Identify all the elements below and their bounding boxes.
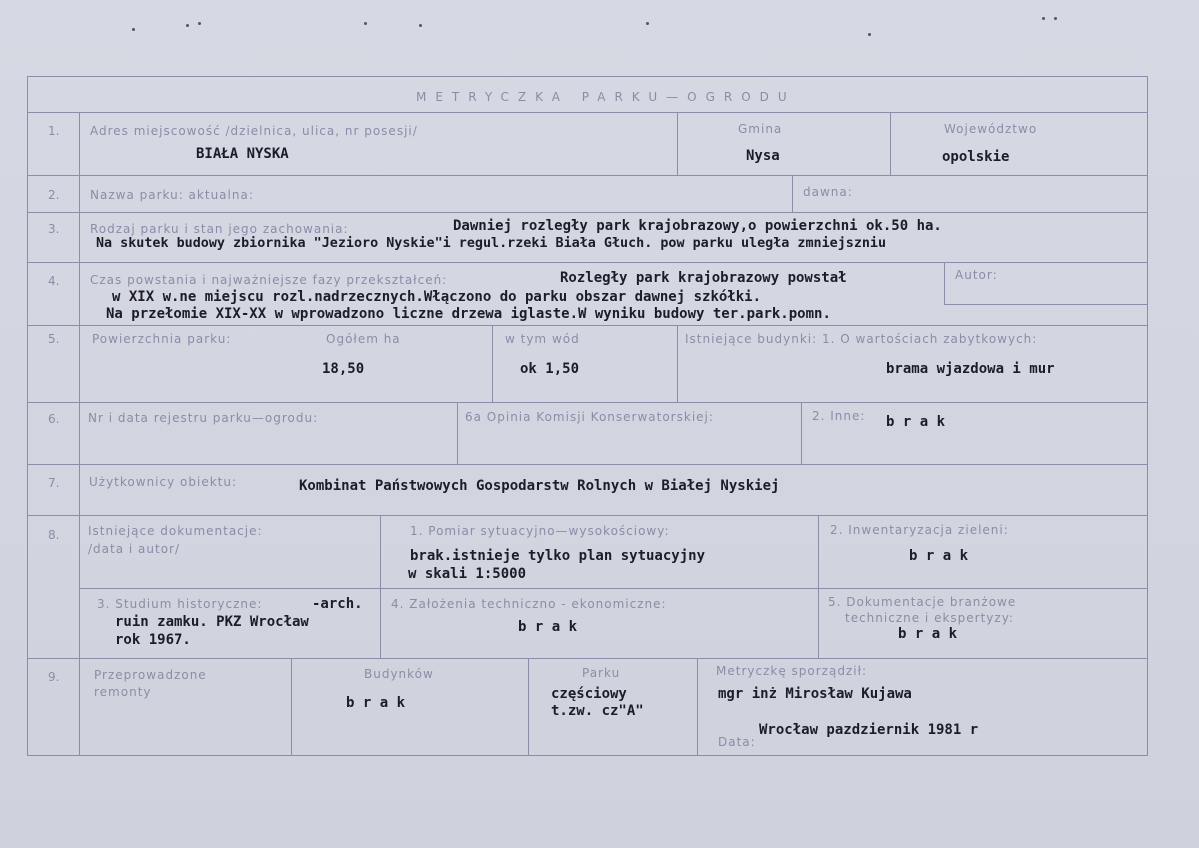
grid-line <box>27 402 1148 403</box>
speck <box>186 24 189 27</box>
row-number: 6. <box>48 412 60 426</box>
speck <box>868 33 871 36</box>
gmina-value: Nysa <box>746 148 780 164</box>
grid-line <box>528 658 529 755</box>
technical-assumptions-value: b r a k <box>518 619 578 635</box>
park-type-label: Rodzaj parku i stan jego zachowania: <box>90 222 349 236</box>
grid-line <box>27 76 1148 77</box>
branch-docs-value: b r a k <box>898 626 958 642</box>
history-phases-line-2: w XIX w.ne miejscu rozl.nadrzecznych.Włączono do parku obszar dawnej szkółki. <box>112 289 762 305</box>
history-phases-line-1: Rozległy park krajobrazowy powstał <box>560 270 847 286</box>
row-number: 1. <box>48 124 60 138</box>
park-name-label: Nazwa parku: aktualna: <box>90 188 254 202</box>
history-phases-line-3: Na przełomie XIX-XX w wprowadzono liczne drzewa iglaste.W wyniku budowy ter.park.pomn. <box>106 306 831 322</box>
row-number: 2. <box>48 188 60 202</box>
wojewodztwo-label: Województwo <box>944 122 1038 136</box>
repairs-park-line-2: t.zw. cz"A" <box>551 703 644 719</box>
register-label: Nr i data rejestru parku—ogrodu: <box>88 411 319 425</box>
grid-line <box>890 112 891 175</box>
grid-line <box>677 325 678 402</box>
greenery-value: b r a k <box>909 548 969 564</box>
grid-line <box>677 112 678 175</box>
speck <box>198 22 201 25</box>
survey-line-2: w skali 1:5000 <box>408 566 527 582</box>
branch-docs-label: 5. Dokumentacje branżowe <box>828 595 1017 609</box>
address-label: Adres miejscowość /dzielnica, ulica, nr posesji/ <box>90 124 418 138</box>
grid-line <box>801 402 802 464</box>
grid-line <box>792 175 793 212</box>
water-area-value: ok 1,50 <box>520 361 580 377</box>
speck <box>364 22 367 25</box>
grid-line <box>492 325 493 402</box>
repairs-park-line-1: częściowy <box>551 686 627 702</box>
prepared-by-label: Metryczkę sporządził: <box>716 664 868 678</box>
total-area-label: Ogółem ha <box>326 332 401 346</box>
speck <box>1054 17 1057 20</box>
grid-line <box>1147 76 1148 756</box>
row-number: 3. <box>48 222 60 236</box>
technical-assumptions-label: 4. Założenia techniczno - ekonomiczne: <box>391 597 667 611</box>
grid-line <box>27 212 1148 213</box>
grid-line <box>27 658 1148 659</box>
prepared-by-value: mgr inż Mirosław Kujawa <box>718 686 912 702</box>
documentation-label: Istniejące dokumentacje: <box>88 524 263 538</box>
total-area-value: 18,50 <box>322 361 365 377</box>
users-label: Użytkownicy obiektu: <box>89 475 237 489</box>
other-value: b r a k <box>886 414 946 430</box>
grid-line <box>27 464 1148 465</box>
existing-buildings-value: brama wjazdowa i mur <box>886 361 1055 377</box>
grid-line <box>27 76 28 756</box>
park-type-line-2: Na skutek budowy zbiornika "Jezioro Nyskie"i regul.rzeki Biała Głuch. pow parku uległa zmniejszniu <box>96 236 887 251</box>
grid-line <box>818 515 819 658</box>
historical-study-line-1: -arch. <box>312 596 363 612</box>
row-number: 4. <box>48 274 60 288</box>
users-value: Kombinat Państwowych Gospodarstw Rolnych w Białej Nyskiej <box>299 478 780 494</box>
repairs-buildings-value: b r a k <box>346 695 406 711</box>
survey-label: 1. Pomiar sytuacyjno—wysokościowy: <box>410 524 670 538</box>
grid-line <box>27 175 1148 176</box>
other-label: 2. Inne: <box>812 409 866 423</box>
speck <box>646 22 649 25</box>
branch-docs-sublabel: techniczne i ekspertyzy: <box>845 611 1014 625</box>
history-phases-label: Czas powstania i najważniejsze fazy przekształceń: <box>90 273 448 287</box>
speck <box>419 24 422 27</box>
repairs-buildings-label: Budynków <box>364 667 434 681</box>
repairs-sublabel: remonty <box>94 685 152 699</box>
existing-buildings-label: Istniejące budynki: 1. O wartościach zabytkowych: <box>685 332 1038 346</box>
date-label: Data: <box>718 735 756 749</box>
historical-study-label: 3. Studium historyczne: <box>97 597 263 611</box>
row-number: 8. <box>48 528 60 542</box>
wojewodztwo-value: opolskie <box>942 149 1010 165</box>
speck <box>1042 17 1045 20</box>
water-area-label: w tym wód <box>505 332 580 346</box>
grid-line <box>27 755 1148 756</box>
row-number: 9. <box>48 670 60 684</box>
grid-line <box>944 262 945 304</box>
survey-line-1: brak.istnieje tylko plan sytuacyjny <box>410 548 706 564</box>
date-value: Wrocław pazdziernik 1981 r <box>759 722 979 738</box>
grid-line <box>27 325 1148 326</box>
historical-study-line-2: ruin zamku. PKZ Wrocław <box>115 614 309 630</box>
grid-line <box>380 515 381 658</box>
grid-line <box>79 112 80 756</box>
grid-line <box>291 658 292 755</box>
former-name-label: dawna: <box>803 185 853 199</box>
documentation-sublabel: /data i autor/ <box>88 542 181 556</box>
repairs-park-label: Parku <box>582 666 621 680</box>
row-number: 7. <box>48 476 60 490</box>
author-label: Autor: <box>955 268 998 282</box>
grid-line <box>944 304 1148 305</box>
speck <box>132 28 135 31</box>
grid-line <box>27 112 1148 113</box>
park-type-line-1: Dawniej rozległy park krajobrazowy,o powierzchni ok.50 ha. <box>453 218 942 234</box>
gmina-label: Gmina <box>738 122 783 136</box>
address-value: BIAŁA NYSKA <box>196 146 289 162</box>
repairs-label: Przeprowadzone <box>94 668 207 682</box>
commission-opinion-label: 6a Opinia Komisji Konserwatorskiej: <box>465 410 714 424</box>
form-title: METRYCZKA PARKU—OGRODU <box>416 90 796 104</box>
grid-line <box>27 515 1148 516</box>
historical-study-line-3: rok 1967. <box>115 632 191 648</box>
row-number: 5. <box>48 332 60 346</box>
area-label: Powierzchnia parku: <box>92 332 232 346</box>
greenery-label: 2. Inwentaryzacja zieleni: <box>830 523 1009 537</box>
grid-line <box>457 402 458 464</box>
grid-line <box>697 658 698 755</box>
grid-line <box>79 588 1148 589</box>
grid-line <box>27 262 1148 263</box>
